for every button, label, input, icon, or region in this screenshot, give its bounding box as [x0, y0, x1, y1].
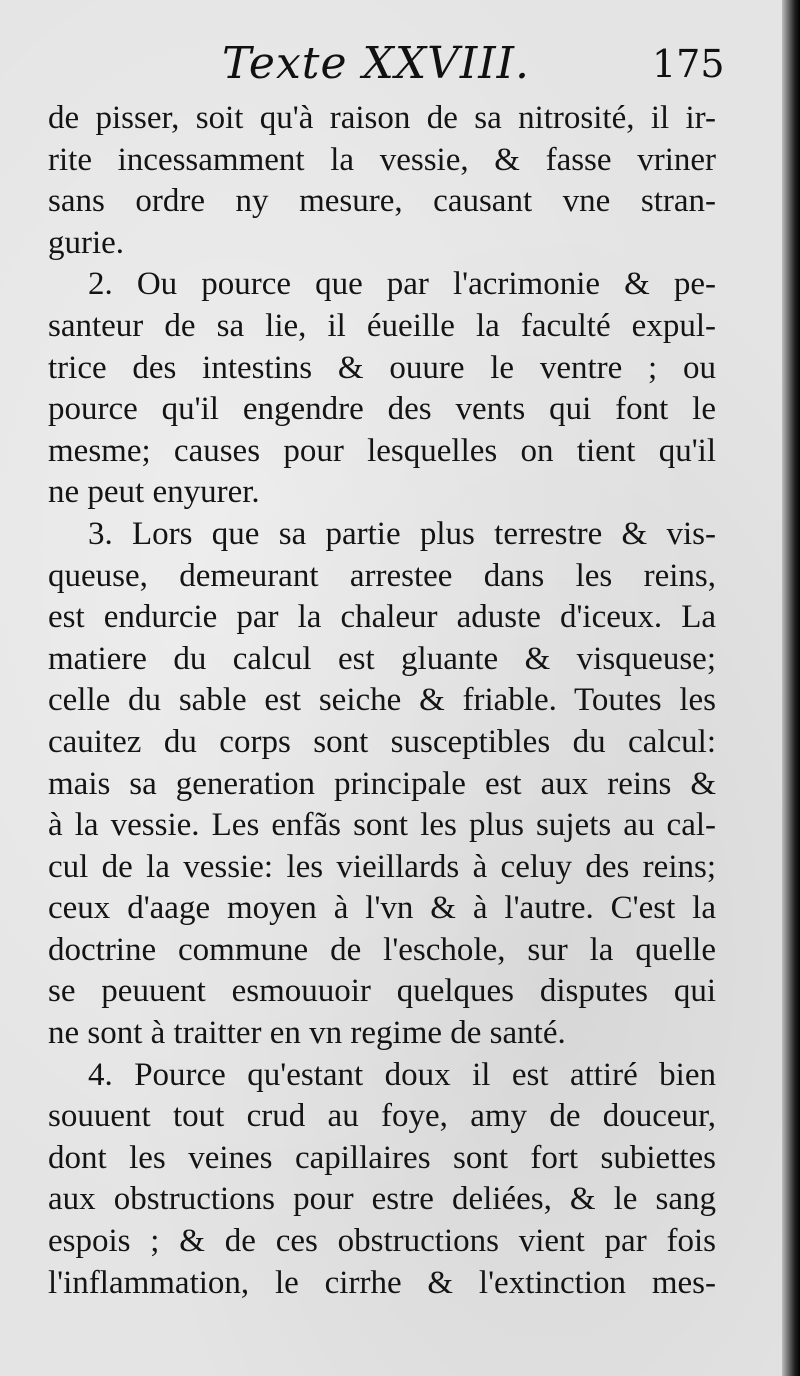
- text-line: queuse, demeurant arrestee dans les reins,: [48, 557, 716, 594]
- paragraph-4-start: 4. Pource qu'estant doux il est attiré bien: [88, 1056, 716, 1093]
- text-line: mesme; causes pour lesquelles on tient qu'il: [48, 432, 716, 469]
- text-line: santeur de sa lie, il éueille la faculté expul-: [48, 307, 716, 344]
- text-line: souuent tout crud au foye, amy de douceur,: [48, 1098, 716, 1135]
- text-line: se peuuent esmouuoir quelques disputes qui: [48, 973, 716, 1010]
- text-line: dont les veines capillaires sont fort subiettes: [48, 1139, 716, 1176]
- text-line: ne sont à traitter en vn regime de santé.: [48, 1015, 566, 1052]
- text-line: l'inflammation, le cirrhe & l'extinction mes-: [48, 1264, 716, 1301]
- text-line: mais sa generation principale est aux reins &: [48, 765, 716, 802]
- text-line: ceux d'aage moyen à l'vn & à l'autre. C'est la: [48, 890, 716, 927]
- page-edge-shadow: [782, 0, 800, 1376]
- text-line: aux obstructions pour estre deliées, & le sang: [48, 1181, 716, 1218]
- text-line: espois ; & de ces obstructions vient par fois: [48, 1223, 716, 1260]
- text-line: pource qu'il engendre des vents qui font le: [48, 391, 716, 428]
- text-line: trice des intestins & ouure le ventre ; ou: [48, 349, 716, 386]
- text-line: à la vessie. Les enfãs sont les plus sujets au cal-: [48, 807, 716, 844]
- paragraph-3-start: 3. Lors que sa partie plus terrestre & vis-: [88, 515, 716, 552]
- text-line: cul de la vessie: les vieillards à celuy des reins;: [48, 848, 716, 885]
- text-line: matiere du calcul est gluante & visqueuse;: [48, 640, 716, 677]
- body-text: [48, 98, 716, 1304]
- page-number: 175: [652, 42, 725, 86]
- text-line: doctrine commune de l'eschole, sur la quelle: [48, 931, 716, 968]
- text-line: de pisser, soit qu'à raison de sa nitrosité, il ir-: [48, 100, 716, 136]
- text-line: est endurcie par la chaleur aduste d'iceux. La: [48, 599, 716, 636]
- text-line: celle du sable est seiche & friable. Toutes les: [48, 682, 716, 719]
- text-line: ne peut enyurer.: [48, 474, 260, 511]
- text-line: cauitez du corps sont susceptibles du calcul:: [48, 723, 716, 760]
- text-line: gurie.: [48, 224, 125, 261]
- text-line: sans ordre ny mesure, causant vne stran-: [48, 183, 716, 220]
- paragraph-2-start: 2. Ou pource que par l'acrimonie & pe-: [88, 266, 716, 303]
- running-title: Texte XXVIII.: [222, 38, 531, 89]
- page-header: [0, 38, 782, 98]
- text-line: rite incessamment la vessie, & fasse vriner: [48, 141, 716, 178]
